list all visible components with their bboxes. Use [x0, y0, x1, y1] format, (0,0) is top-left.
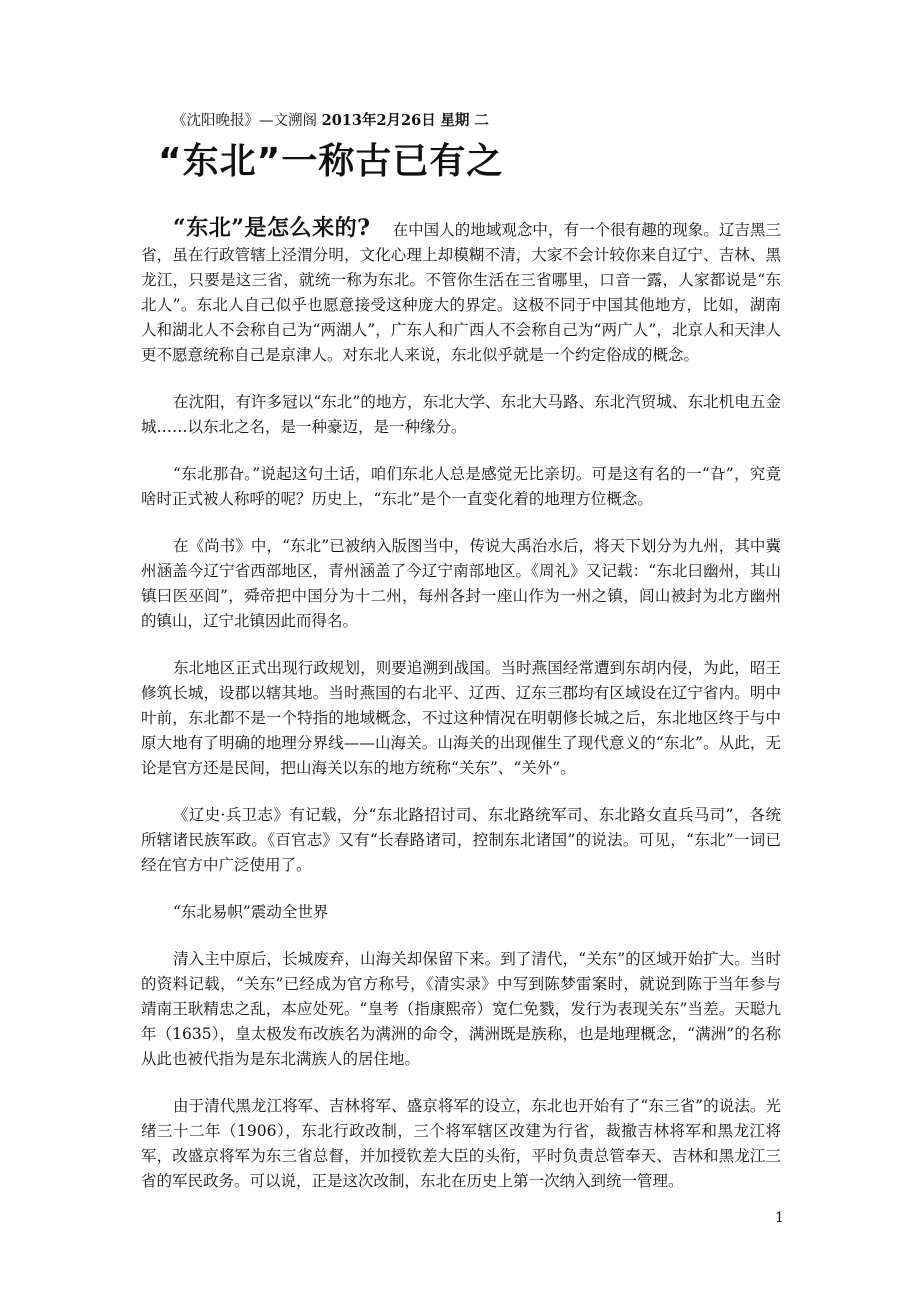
article-body	[141, 216, 781, 1216]
lead-paragraph	[141, 216, 781, 368]
paragraph-2: “东北那旮。”说起这句土话，咱们东北人总是感觉无比亲切。可是这有名的一“旮”，究竟啥时正式被人称呼的呢？历史上，“东北”是个一直变化着的地理方位概念。	[141, 465, 781, 508]
paragraph-3: 在《尚书》中，“东北”已被纳入版图当中，传说大禹治水后，将天下划分为九州，其中冀州涵盖今辽宁省西部地区，青州涵盖了今辽宁南部地区。《周礼》又记载：“东北曰幽州，其山镇曰医巫闾”，舜帝把中国分为十二州，每州各封一座山作为一州之镇，闾山被封为北方幽州的镇山，辽宁北镇因此而得名。	[141, 537, 781, 630]
newspaper-source: 《沈阳晚报》—文溯阁	[172, 113, 317, 129]
publish-date: 2013年2月26日	[321, 112, 436, 129]
page-title: “东北”一称古已有之	[158, 141, 504, 182]
paragraph-1: 在沈阳，有许多冠以“东北”的地方，东北大学、东北大马路、东北汽贸城、东北机电五金城……以东北之名，是一种豪迈，是一种缘分。	[141, 393, 781, 436]
paragraph-4: 东北地区正式出现行政规划，则要追溯到战国。当时燕国经常遭到东胡内侵，为此，昭王修筑长城，设郡以辖其地。当时燕国的右北平、辽西、辽东三郡均有区域设在辽宁省内。明中叶前，东北都不是一个特指的地域概念，不过这种情况在明朝修长城之后，东北地区终于与中原大地有了明确的地理分界线——山海关。山海关的出现催生了现代意义的“东北”。从此，无论是官方还是民间，把山海关以东的地方统称“关东”、“关外”。	[141, 659, 781, 777]
lead-text: 在中国人的地域观念中，有一个很有趣的现象。辽吉黑三省，虽在行政管辖上泾渭分明，文化心理上却模糊不清，大家不会计较你来自辽宁、吉林、黑龙江，只要是这三省，就统一称为东北。不管你生活在三省哪里，口音一露，人家都说是“东北人”。东北人自己似乎也愿意接受这种庞大的界定。这极不同于中国其他地方，比如，湖南人和湖北人不会称自己为“两湖人”，广东人和广西人不会称自己为“两广人”，北京人和天津人更不愿意统称自己是京津人。对东北人来说，东北似乎就是一个约定俗成的概念。	[141, 221, 781, 364]
lead-heading: “东北”是怎么来的?	[173, 215, 371, 241]
section-subheading: “东北易帜”震动全世界	[173, 903, 329, 921]
publish-weekday: 星期 二	[440, 112, 489, 129]
page-number: 1	[775, 1210, 784, 1226]
paragraph-6: 清入主中原后，长城废弃，山海关却保留下来。到了清代，“关东”的区域开始扩大。当时的资料记载，“关东”已经成为官方称号，《清实录》中写到陈梦雷案时，就说到陈于当年参与靖南王耿精忠之乱，本应处死。“皇考（指康熙帝）宽仁免戮，发行为表现关东”当差。天聪九年（1635），皇太极发布改族名为满洲的命令，满洲既是族称，也是地理概念，“满洲”的名称从此也被代指为是东北满族人的居住地。	[141, 950, 781, 1068]
paragraph-5: 《辽史·兵卫志》有记载，分“东北路招讨司、东北路统军司、东北路女直兵马司”，各统所辖诸民族军政。《百官志》又有“长春路诸司，控制东北诸国”的说法。可见，“东北”一词已经在官方中广泛使用了。	[141, 806, 781, 874]
paragraph-7: 由于清代黑龙江将军、吉林将军、盛京将军的设立，东北也开始有了“东三省”的说法。光绪三十二年（1906），东北行政改制，三个将军辖区改建为行省，裁撤吉林将军和黑龙江将军，改盛京将军为东三省总督，并加授钦差大臣的头衔，平时负责总管奉天、吉林和黑龙江三省的军民政务。可以说，正是这次改制，东北在历史上第一次纳入到统一管理。	[141, 1097, 781, 1190]
source-line	[172, 110, 489, 132]
